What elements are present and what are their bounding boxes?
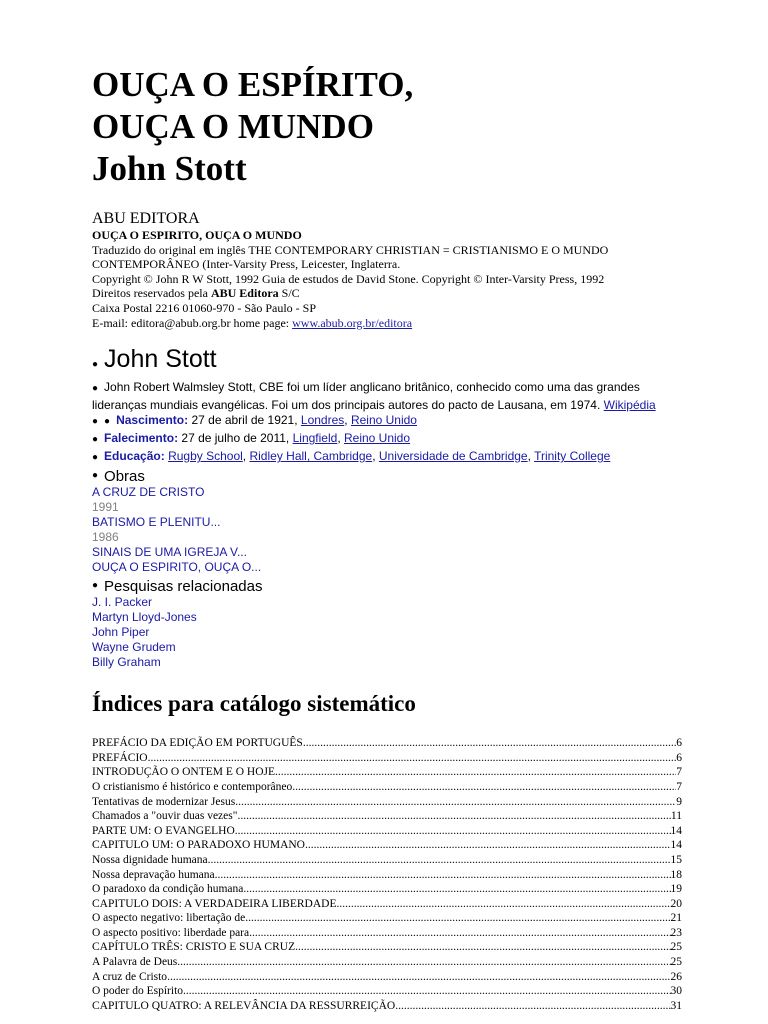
toc-entry-title: O cristianismo é histórico e contemporâneo: [92, 780, 293, 793]
rights-prefix: Direitos reservados pela: [92, 286, 211, 301]
toc-leader-dots: [305, 838, 671, 853]
toc-entry-page: 30: [670, 985, 682, 998]
toc-entry-title: O poder do Espírito: [92, 985, 184, 998]
toc-entry-page: 7: [676, 780, 682, 793]
bullet-icon: ●: [92, 359, 99, 371]
toc-leader-dots: [275, 765, 676, 780]
toc-leader-dots: [292, 780, 676, 795]
toc-entry-page: 20: [670, 897, 682, 910]
work-year: 1991: [92, 500, 119, 515]
toc-entry-title: PREFÁCIO: [92, 751, 148, 764]
author-panel: [92, 344, 682, 670]
toc-entry-page: 26: [670, 970, 682, 983]
toc-entry: [92, 882, 682, 897]
toc-entry-title: CAPITULO DOIS: A VERDADEIRA LIBERDADE: [92, 897, 337, 910]
toc-entry: [92, 751, 682, 766]
death-label: Falecimento:: [104, 431, 179, 446]
toc-leader-dots: [177, 955, 670, 970]
works-label: Obras: [104, 468, 145, 486]
toc-entry-title: O aspecto positivo: liberdade para: [92, 926, 250, 939]
bullet-icon: ●: [92, 452, 99, 464]
toc-entry-page: 7: [676, 766, 682, 779]
copyright-line: Copyright © John R W Stott, 1992 Guia de estudos de David Stone. Copyright © Inter-Varsity Press, 1992: [92, 271, 605, 286]
toc-entry-page: 14: [670, 824, 682, 837]
toc-entry: [92, 824, 682, 839]
bullet-icon: ●: [92, 580, 99, 592]
bullet-icon: ●: [92, 470, 99, 482]
toc-entry: [92, 897, 682, 912]
toc-entry-page: 23: [670, 926, 682, 939]
author-bio: [92, 380, 682, 413]
work-link[interactable]: OUÇA O ESPIRITO, OUÇA O...: [92, 560, 262, 575]
toc-leader-dots: [183, 984, 670, 999]
bullet-icon: ●: [92, 416, 99, 428]
author-name: John Stott: [104, 345, 217, 374]
toc-entry: [92, 795, 682, 810]
toc-entry-title: Nossa dignidade humana: [92, 853, 208, 866]
toc-entry-page: 6: [676, 737, 682, 750]
work-link[interactable]: SINAIS DE UMA IGREJA V...: [92, 545, 247, 560]
homepage-link[interactable]: www.abub.org.br/editora: [292, 315, 413, 330]
birth-label: Nascimento:: [116, 413, 189, 428]
education-link[interactable]: Universidade de Cambridge: [378, 449, 528, 464]
toc-entry-title: O aspecto negativo: libertação de: [92, 912, 246, 925]
work-year: 1986: [92, 530, 119, 545]
toc-entry: [92, 999, 682, 1014]
table-of-contents: [92, 736, 682, 1013]
toc-entry-title: CAPITULO UM: O PARADOXO HUMANO: [92, 839, 305, 852]
toc-leader-dots: [395, 999, 670, 1014]
toc-leader-dots: [295, 940, 670, 955]
bullet-icon: ●: [92, 434, 99, 446]
education-link[interactable]: Trinity College: [534, 449, 611, 464]
toc-leader-dots: [235, 795, 676, 810]
toc-leader-dots: [167, 970, 670, 985]
toc-entry: [92, 926, 682, 941]
toc-entry-title: CAPÍTULO TRÊS: CRISTO E SUA CRUZ: [92, 941, 296, 954]
toc-leader-dots: [243, 882, 670, 897]
toc-entry-page: 25: [670, 956, 682, 969]
related-link[interactable]: Wayne Grudem: [92, 640, 176, 655]
death-country-link[interactable]: Reino Unido: [343, 431, 411, 446]
toc-entry-title: CAPITULO QUATRO: A RELEVÂNCIA DA RESSURREIÇÃO: [92, 999, 396, 1012]
education-link[interactable]: Ridley Hall, Cambridge: [249, 449, 373, 464]
toc-entry-title: O paradoxo da condição humana: [92, 883, 244, 896]
toc-leader-dots: [215, 868, 671, 883]
birth-row: [92, 413, 682, 431]
bullet-icon: ●: [92, 383, 99, 395]
birth-date: 27 de abril de 1921,: [188, 413, 301, 428]
toc-entry: [92, 940, 682, 955]
toc-entry-page: 31: [670, 999, 682, 1012]
toc-entry: [92, 868, 682, 883]
education-row: ● Educação: Rugby School, Ridley Hall, Cambridge, Universidade de Cambridge, Trinity College: [92, 449, 611, 464]
contact-prefix: E-mail: editora@abub.org.br home page:: [92, 315, 293, 330]
toc-heading: Índices para catálogo sistemático: [92, 691, 416, 717]
death-city-link[interactable]: Lingfield: [292, 431, 338, 446]
toc-entry-page: 18: [670, 868, 682, 881]
author-name-heading: [92, 344, 682, 374]
toc-entry-page: 9: [676, 795, 682, 808]
toc-entry: [92, 955, 682, 970]
comma-separator: ,: [344, 413, 351, 428]
education-link[interactable]: Rugby School: [168, 449, 243, 464]
related-link[interactable]: Martyn Lloyd-Jones: [92, 610, 197, 625]
toc-entry: [92, 984, 682, 999]
birth-city-link[interactable]: Londres: [300, 413, 345, 428]
related-link[interactable]: Billy Graham: [92, 655, 161, 670]
toc-leader-dots: [237, 809, 670, 824]
publisher-name: ABU EDITORA: [92, 210, 200, 227]
translation-line-1: Traduzido do original em inglês THE CONTEMPORARY CHRISTIAN = CRISTIANISMO E O MUNDO: [92, 242, 609, 257]
related-link[interactable]: J. I. Packer: [92, 595, 153, 610]
related-label: Pesquisas relacionadas: [104, 578, 263, 596]
toc-entry-title: PREFÁCIO DA EDIÇÃO EM PORTUGUÊS: [92, 737, 303, 750]
toc-entry-title: A cruz de Cristo: [92, 970, 168, 983]
wikipedia-link[interactable]: Wikipédia: [603, 398, 656, 413]
bullet-icon: ●: [104, 416, 111, 428]
related-heading: [92, 577, 682, 595]
works-heading: [92, 467, 682, 485]
toc-leader-dots: [208, 853, 671, 868]
translation-line-2: CONTEMPORÂNEO (Inter-Varsity Press, Leicester, Inglaterra.: [92, 257, 401, 272]
rights-suffix: S/C: [278, 286, 300, 301]
toc-entry-page: 19: [670, 883, 682, 896]
toc-leader-dots: [303, 736, 676, 751]
address-line: Caixa Postal 2216 01060-970 - São Paulo - SP: [92, 300, 316, 315]
toc-entry: [92, 853, 682, 868]
title-author: John Stott: [92, 149, 247, 188]
toc-entry-title: INTRODUÇÃO O ONTEM E O HOJE: [92, 766, 276, 779]
toc-entry-page: 6: [676, 751, 682, 764]
toc-entry-page: 21: [670, 912, 682, 925]
rights-line: [92, 286, 682, 301]
toc-entry-title: Chamados a "ouvir duas vezes": [92, 810, 238, 823]
death-row: [92, 431, 682, 449]
related-link[interactable]: John Piper: [92, 625, 150, 640]
contact-line: [92, 316, 682, 331]
bio-line-2: lideranças mundiais evangélicas. Foi um dos principais autores do pacto de Lausana, em 1974.: [92, 398, 604, 413]
credits-block: [92, 228, 682, 330]
toc-entry: [92, 970, 682, 985]
title-line-1: OUÇA O ESPÍRITO,: [92, 65, 414, 104]
work-link[interactable]: BATISMO E PLENITU...: [92, 515, 221, 530]
toc-leader-dots: [235, 824, 671, 839]
document-page: [92, 64, 682, 1013]
toc-entry: [92, 809, 682, 824]
document-title: [92, 64, 682, 190]
education-label: Educação:: [104, 449, 165, 464]
toc-entry: [92, 765, 682, 780]
toc-leader-dots: [337, 897, 671, 912]
toc-entry-page: 15: [670, 853, 682, 866]
work-link[interactable]: A CRUZ DE CRISTO: [92, 485, 205, 500]
toc-leader-dots: [245, 911, 670, 926]
toc-entry: [92, 838, 682, 853]
toc-entry-title: A Palavra de Deus: [92, 956, 178, 969]
toc-leader-dots: [249, 926, 670, 941]
title-line-2: OUÇA O MUNDO: [92, 107, 374, 146]
comma-separator: ,: [337, 431, 344, 446]
toc-entry: [92, 736, 682, 751]
toc-entry-title: Tentativas de modernizar Jesus: [92, 795, 236, 808]
death-date: 27 de julho de 2011,: [178, 431, 293, 446]
toc-entry: [92, 780, 682, 795]
toc-entry-page: 14: [670, 839, 682, 852]
birth-country-link[interactable]: Reino Unido: [350, 413, 417, 428]
bio-line-1: John Robert Walmsley Stott, CBE foi um líder anglicano britânico, conhecido como uma das grandes: [104, 380, 640, 395]
toc-entry: [92, 911, 682, 926]
toc-leader-dots: [148, 751, 677, 766]
toc-entry-page: 25: [670, 941, 682, 954]
rights-publisher: ABU Editora: [210, 286, 279, 301]
toc-entry-title: PARTE UM: O EVANGELHO: [92, 824, 235, 837]
book-title-line: OUÇA O ESPIRITO, OUÇA O MUNDO: [92, 228, 302, 242]
toc-entry-title: Nossa depravação humana: [92, 868, 215, 881]
toc-entry-page: 11: [670, 810, 682, 823]
